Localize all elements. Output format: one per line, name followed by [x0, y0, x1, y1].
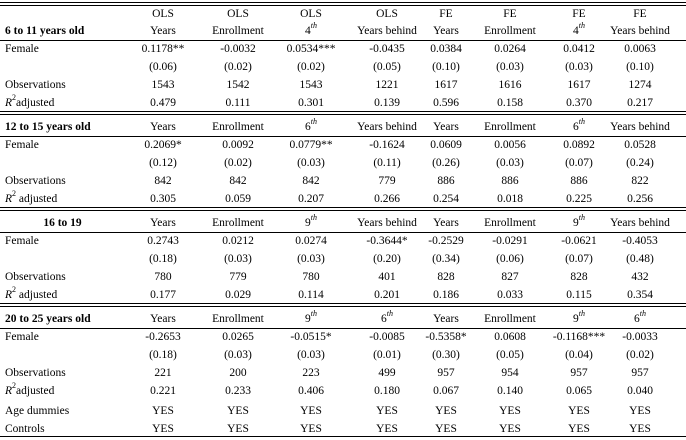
female-coefficient: -0.2653 [145, 331, 181, 343]
header-estimator: OLS [376, 8, 398, 20]
footer-value: YES [568, 423, 590, 435]
r2-value: 0.225 [566, 193, 592, 205]
observations-count: 886 [501, 175, 519, 187]
bottom-rule [0, 436, 686, 437]
standard-error: (0.10) [626, 61, 654, 73]
panel-rule-1 [0, 111, 686, 112]
outcome-column-header [474, 310, 546, 328]
standard-error: (0.11) [373, 157, 401, 169]
outcome-column-header [474, 22, 546, 40]
r2-value: 0.266 [374, 193, 400, 205]
observations-count: 779 [229, 271, 247, 283]
female-coefficient: 0.0608 [494, 331, 526, 343]
standard-error: (0.03) [224, 253, 252, 265]
female-coefficient: 0.0092 [222, 139, 254, 151]
standard-error: (0.48) [626, 253, 654, 265]
female-coefficient: 0.0264 [494, 43, 526, 55]
female-coefficient: 0.0412 [563, 43, 595, 55]
r2-row [0, 190, 686, 208]
grade-suffix: th [578, 309, 585, 319]
outcome-column-header [202, 310, 274, 328]
observations-count: 828 [570, 271, 588, 283]
r2-suffix: adjusted [16, 385, 55, 397]
female-coefficient: -0.3644* [366, 235, 408, 247]
panel-rule-2 [0, 114, 686, 115]
observations-label: Observations [5, 79, 66, 91]
outcome-name: Years behind [610, 121, 670, 133]
outcome-name: 6 [634, 313, 640, 325]
footer-value: YES [568, 405, 590, 417]
female-coefficient: -0.0291 [492, 235, 528, 247]
outcome-name: 9 [573, 313, 579, 325]
outcome-name: 9 [305, 217, 311, 229]
female-coefficient: 0.0534*** [286, 43, 336, 55]
r2-value: 0.254 [433, 193, 459, 205]
footer-label: Controls [5, 423, 45, 435]
footer-value: YES [435, 423, 457, 435]
standard-error: (0.06) [496, 253, 524, 265]
outcome-name: Years [433, 313, 459, 325]
outcome-column-header [275, 310, 347, 328]
outcome-column-header [202, 22, 274, 40]
panel-rule-2 [0, 210, 686, 211]
female-coefficient: 0.0265 [222, 331, 254, 343]
outcome-name: Enrollment [484, 25, 536, 37]
standard-error-row [0, 154, 686, 172]
r2-exponent: 2 [12, 381, 17, 391]
observations-count: 886 [570, 175, 588, 187]
outcome-name: 6 [573, 121, 579, 133]
r2-exponent: 2 [12, 285, 17, 295]
r2-value: 0.018 [497, 193, 523, 205]
outcome-name: Years behind [357, 121, 417, 133]
observations-count: 842 [302, 175, 320, 187]
footer-value: YES [499, 405, 521, 417]
standard-error: (0.02) [224, 61, 252, 73]
r2-exponent: 2 [12, 93, 17, 103]
outcome-column-header [127, 22, 199, 40]
panel-title-row [0, 310, 686, 328]
r2-suffix: adjusted [16, 97, 55, 109]
observations-count: 954 [501, 367, 519, 379]
standard-error: (0.05) [373, 61, 401, 73]
observations-count: 1616 [498, 79, 522, 91]
grade-suffix: th [578, 21, 585, 31]
grade-suffix: th [310, 117, 317, 127]
female-coefficient: 0.0528 [624, 139, 656, 151]
standard-error: (0.12) [149, 157, 177, 169]
outcome-name: Years [433, 25, 459, 37]
r2-value: 0.305 [150, 193, 176, 205]
standard-error: (0.03) [297, 253, 325, 265]
r2-suffix: adjusted [16, 289, 58, 301]
observations-label: Observations [5, 271, 66, 283]
footer-row [0, 402, 686, 420]
observations-row [0, 76, 686, 94]
observations-count: 1221 [375, 79, 399, 91]
female-coefficient: -0.1168*** [552, 331, 606, 343]
grade-suffix: th [386, 309, 393, 319]
outcome-name: 9 [305, 313, 311, 325]
outcome-name: Years [433, 121, 459, 133]
female-coefficient: 0.1178** [141, 43, 185, 55]
outcome-name: Years [150, 313, 176, 325]
panel-title-row [0, 214, 686, 232]
grade-suffix: th [578, 117, 585, 127]
r2-value: 0.065 [566, 385, 592, 397]
observations-count: 957 [570, 367, 588, 379]
observations-count: 822 [631, 175, 649, 187]
outcome-name: Years behind [357, 217, 417, 229]
observations-count: 1617 [567, 79, 591, 91]
r2-adjusted-label [5, 382, 120, 400]
observations-count: 828 [437, 271, 455, 283]
female-coefficient: 0.0274 [295, 235, 327, 247]
female-coefficient: -0.0085 [369, 331, 405, 343]
header-estimator: FE [503, 8, 517, 20]
observations-count: 1274 [628, 79, 652, 91]
outcome-name: Enrollment [484, 313, 536, 325]
female-coefficient: -0.0032 [220, 43, 256, 55]
outcome-column-header [604, 118, 676, 136]
outcome-name: 4 [305, 25, 311, 37]
r2-symbol: R [5, 385, 13, 397]
female-coefficient: -0.0515* [290, 331, 332, 343]
standard-error: (0.20) [373, 253, 401, 265]
panel-rule-1 [0, 303, 686, 304]
female-coefficient: 0.0779** [289, 139, 333, 151]
outcome-name: Enrollment [484, 121, 536, 133]
r2-adjusted-label [5, 286, 120, 304]
female-coefficient: -0.5358* [425, 331, 467, 343]
top-rule-1 [0, 2, 686, 3]
outcome-column-header [604, 310, 676, 328]
observations-count: 1617 [434, 79, 458, 91]
r2-value: 0.354 [627, 289, 653, 301]
female-label: Female [5, 43, 39, 55]
outcome-column-header [410, 214, 482, 232]
observations-count: 221 [154, 367, 172, 379]
outcome-name: Years behind [610, 217, 670, 229]
outcome-name: Enrollment [212, 217, 264, 229]
female-row [0, 136, 686, 154]
outcome-name: Enrollment [212, 25, 264, 37]
observations-count: 1542 [226, 79, 250, 91]
outcome-column-header [127, 214, 199, 232]
female-coefficient: -0.0033 [622, 331, 658, 343]
outcome-name: Enrollment [212, 121, 264, 133]
female-row [0, 328, 686, 346]
panel-title: 20 to 25 years old [5, 313, 91, 325]
outcome-column-header [275, 214, 347, 232]
r2-value: 0.596 [433, 97, 459, 109]
standard-error: (0.34) [432, 253, 460, 265]
r2-value: 0.059 [225, 193, 251, 205]
female-coefficient: 0.0056 [494, 139, 526, 151]
panel-title-row [0, 118, 686, 136]
r2-adjusted-label [5, 190, 120, 208]
r2-value: 0.201 [374, 289, 400, 301]
female-coefficient: -0.0435 [369, 43, 405, 55]
panel-title-row [0, 22, 686, 40]
female-label: Female [5, 331, 39, 343]
footer-value: YES [629, 423, 651, 435]
r2-value: 0.406 [298, 385, 324, 397]
outcome-column-header [275, 22, 347, 40]
standard-error: (0.03) [496, 157, 524, 169]
outcome-column-header [604, 22, 676, 40]
standard-error: (0.06) [149, 61, 177, 73]
outcome-name: Enrollment [484, 217, 536, 229]
female-row [0, 40, 686, 58]
observations-count: 957 [437, 367, 455, 379]
standard-error: (0.04) [565, 349, 593, 361]
observations-count: 842 [154, 175, 172, 187]
observations-count: 1543 [299, 79, 323, 91]
standard-error: (0.01) [373, 349, 401, 361]
footer-label: Age dummies [5, 405, 70, 417]
footer-value: YES [376, 423, 398, 435]
r2-exponent: 2 [12, 189, 17, 199]
standard-error-row [0, 58, 686, 76]
standard-error-row [0, 346, 686, 364]
footer-value: YES [152, 405, 174, 417]
r2-suffix: adjusted [16, 193, 58, 205]
footer-value: YES [435, 405, 457, 417]
standard-error: (0.02) [626, 349, 654, 361]
observations-count: 780 [154, 271, 172, 283]
standard-error: (0.02) [297, 61, 325, 73]
female-coefficient: -0.1624 [369, 139, 405, 151]
observations-count: 200 [229, 367, 247, 379]
footer-value: YES [300, 405, 322, 417]
outcome-column-header [474, 118, 546, 136]
observations-count: 499 [378, 367, 396, 379]
standard-error: (0.03) [565, 61, 593, 73]
outcome-name: 9 [573, 217, 579, 229]
r2-value: 0.040 [627, 385, 653, 397]
outcome-name: Years [150, 217, 176, 229]
panel-rule-1 [0, 207, 686, 208]
observations-count: 886 [437, 175, 455, 187]
r2-value: 0.140 [497, 385, 523, 397]
standard-error: (0.18) [149, 349, 177, 361]
r2-value: 0.067 [433, 385, 459, 397]
observations-count: 1543 [151, 79, 175, 91]
standard-error: (0.24) [626, 157, 654, 169]
female-coefficient: 0.2069* [144, 139, 182, 151]
female-coefficient: 0.2743 [147, 235, 179, 247]
header-estimator: FE [572, 8, 586, 20]
observations-label: Observations [5, 175, 66, 187]
header-estimator: OLS [152, 8, 174, 20]
female-label: Female [5, 235, 39, 247]
outcome-column-header [474, 214, 546, 232]
header-estimator: OLS [300, 8, 322, 20]
r2-value: 0.256 [627, 193, 653, 205]
female-coefficient: 0.0609 [430, 139, 462, 151]
r2-value: 0.033 [497, 289, 523, 301]
footer-value: YES [152, 423, 174, 435]
grade-suffix: th [578, 213, 585, 223]
r2-value: 0.180 [374, 385, 400, 397]
outcome-name: Enrollment [212, 313, 264, 325]
r2-value: 0.301 [298, 97, 324, 109]
observations-row [0, 268, 686, 286]
r2-value: 0.207 [298, 193, 324, 205]
grade-suffix: th [310, 21, 317, 31]
footer-value: YES [499, 423, 521, 435]
r2-value: 0.370 [566, 97, 592, 109]
outcome-name: Years [433, 217, 459, 229]
footer-value: YES [629, 405, 651, 417]
observations-count: 780 [302, 271, 320, 283]
footer-value: YES [227, 423, 249, 435]
observations-count: 957 [631, 367, 649, 379]
observations-count: 842 [229, 175, 247, 187]
panel-title: 16 to 19 [43, 217, 82, 229]
female-row [0, 232, 686, 250]
outcome-column-header [410, 22, 482, 40]
female-coefficient: 0.0063 [624, 43, 656, 55]
outcome-column-header [202, 214, 274, 232]
r2-value: 0.217 [627, 97, 653, 109]
outcome-name: 4 [573, 25, 579, 37]
r2-symbol: R [5, 97, 13, 109]
r2-adjusted-label [5, 94, 120, 112]
outcome-column-header [127, 310, 199, 328]
outcome-name: 6 [381, 313, 387, 325]
observations-count: 827 [501, 271, 519, 283]
standard-error: (0.30) [432, 349, 460, 361]
grade-suffix: th [639, 309, 646, 319]
observations-row [0, 364, 686, 382]
r2-value: 0.115 [566, 289, 592, 301]
outcome-column-header [410, 118, 482, 136]
r2-value: 0.139 [374, 97, 400, 109]
standard-error: (0.03) [297, 349, 325, 361]
female-coefficient: -0.0621 [561, 235, 597, 247]
standard-error: (0.03) [224, 349, 252, 361]
standard-error: (0.03) [496, 61, 524, 73]
outcome-column-header [127, 118, 199, 136]
standard-error: (0.07) [565, 253, 593, 265]
r2-row [0, 94, 686, 112]
outcome-column-header [604, 214, 676, 232]
standard-error: (0.26) [432, 157, 460, 169]
grade-suffix: th [310, 213, 317, 223]
r2-symbol: R [5, 193, 13, 205]
observations-row [0, 172, 686, 190]
standard-error: (0.02) [224, 157, 252, 169]
header-estimator: OLS [227, 8, 249, 20]
footer-value: YES [227, 405, 249, 417]
observations-count: 401 [378, 271, 396, 283]
r2-value: 0.177 [150, 289, 176, 301]
r2-value: 0.186 [433, 289, 459, 301]
female-coefficient: -0.4053 [622, 235, 658, 247]
standard-error: (0.10) [432, 61, 460, 73]
observations-label: Observations [5, 367, 66, 379]
outcome-column-header [410, 310, 482, 328]
observations-count: 223 [302, 367, 320, 379]
observations-count: 432 [631, 271, 649, 283]
r2-symbol: R [5, 289, 13, 301]
r2-value: 0.221 [150, 385, 176, 397]
female-coefficient: 0.0892 [563, 139, 595, 151]
grade-suffix: th [310, 309, 317, 319]
outcome-name: Years [150, 121, 176, 133]
outcome-column-header [275, 118, 347, 136]
footer-value: YES [376, 405, 398, 417]
standard-error: (0.05) [496, 349, 524, 361]
female-coefficient: 0.0212 [222, 235, 254, 247]
standard-error: (0.07) [565, 157, 593, 169]
r2-value: 0.111 [225, 97, 251, 109]
header-estimator: FE [439, 8, 453, 20]
r2-value: 0.114 [298, 289, 324, 301]
female-label: Female [5, 139, 39, 151]
female-coefficient: -0.2529 [428, 235, 464, 247]
outcome-name: Years behind [610, 25, 670, 37]
female-coefficient: 0.0384 [430, 43, 462, 55]
outcome-name: Years [150, 25, 176, 37]
r2-row [0, 286, 686, 304]
standard-error: (0.18) [149, 253, 177, 265]
r2-row [0, 382, 686, 400]
panel-title: 6 to 11 years old [5, 25, 85, 37]
header-estimator: FE [633, 8, 647, 20]
r2-value: 0.029 [225, 289, 251, 301]
panel-rule-2 [0, 306, 686, 307]
r2-value: 0.479 [150, 97, 176, 109]
outcome-name: 6 [305, 121, 311, 133]
standard-error-row [0, 250, 686, 268]
footer-value: YES [300, 423, 322, 435]
outcome-column-header [202, 118, 274, 136]
observations-count: 779 [378, 175, 396, 187]
r2-value: 0.233 [225, 385, 251, 397]
panel-title: 12 to 15 years old [5, 121, 91, 133]
outcome-name: Years behind [357, 25, 417, 37]
r2-value: 0.158 [497, 97, 523, 109]
standard-error: (0.03) [297, 157, 325, 169]
